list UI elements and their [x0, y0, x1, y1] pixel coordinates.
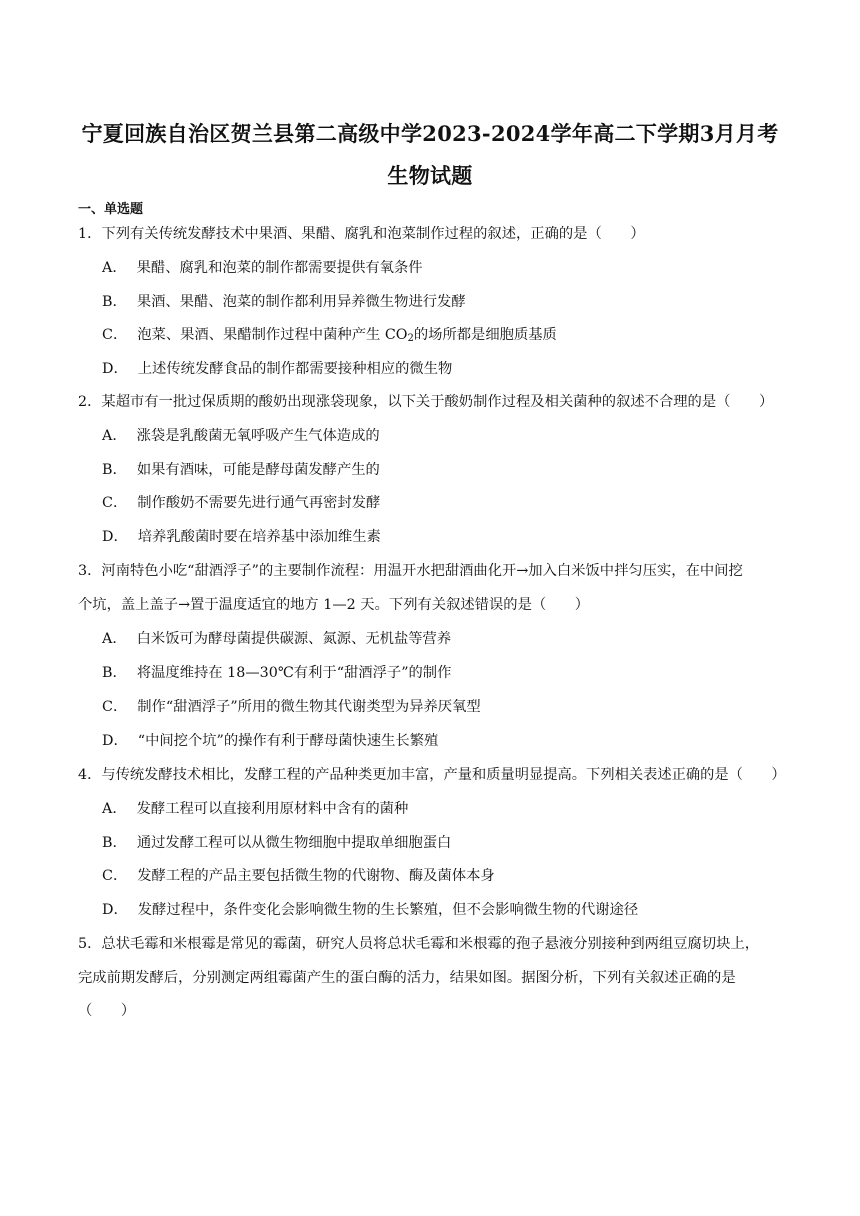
option-label: B．	[102, 665, 127, 681]
question-2-option-d	[102, 528, 381, 546]
option-text: 通过发酵工程可以从微生物细胞中提取单细胞蛋白	[136, 835, 452, 851]
option-label: C．	[102, 495, 128, 511]
option-label: B．	[102, 462, 127, 478]
question-1-option-b	[102, 293, 466, 311]
question-4-option-b	[102, 834, 451, 852]
question-3-stem-line-1: 3．河南特色小吃“甜酒浮子”的主要制作流程：用温开水把甜酒曲化开→加入白米饭中拌匀压实，在中间挖	[78, 563, 743, 579]
option-text: 培养乳酸菌时要在培养基中添加维生素	[137, 529, 381, 545]
option-text: “中间挖个坑”的操作有利于酵母菌快速生长繁殖	[137, 733, 439, 749]
option-label: D．	[102, 361, 128, 377]
question-2-option-a	[102, 427, 380, 445]
question-5-stem-line-3: （ ）	[78, 1003, 136, 1019]
option-text: 涨袋是乳酸菌无氧呼吸产生气体造成的	[136, 428, 380, 444]
option-label: C．	[102, 868, 128, 884]
option-label: D．	[102, 733, 128, 749]
option-text: 制作酸奶不需要先进行通气再密封发酵	[137, 495, 381, 511]
option-text: 发酵过程中，条件变化会影响微生物的生长繁殖，但不会影响微生物的代谢途径	[137, 902, 639, 918]
question-4-option-d	[102, 901, 638, 919]
subscript: 2	[407, 333, 414, 344]
question-2-stem: 2．某超市有一批过保质期的酸奶出现涨袋现象，以下关于酸奶制作过程及相关菌种的叙述不合理的是（ ）	[78, 394, 774, 410]
question-4-option-c	[102, 867, 495, 885]
question-1-option-a	[102, 259, 423, 277]
option-text: 发酵工程可以直接利用原材料中含有的菌种	[136, 801, 409, 817]
option-text: 果醋、腐乳和泡菜的制作都需要提供有氧条件	[136, 260, 423, 276]
question-5-stem-line-1: 5．总状毛霉和米根霉是常见的霉菌，研究人员将总状毛霉和米根霉的孢子悬液分别接种到两组豆腐切块上，	[78, 936, 760, 952]
option-label: B．	[102, 835, 127, 851]
option-label: A．	[102, 631, 127, 647]
question-3-option-b	[102, 664, 451, 682]
option-label: C．	[102, 699, 128, 715]
option-label: B．	[102, 294, 127, 310]
option-text: 上述传统发酵食品的制作都需要接种相应的微生物	[137, 361, 453, 377]
option-label: C．	[102, 327, 128, 343]
question-3-option-c	[102, 698, 481, 716]
option-text: 制作“甜酒浮子”所用的微生物其代谢类型为异养厌氧型	[137, 699, 481, 715]
question-3-option-a	[102, 630, 451, 648]
option-label: D．	[102, 529, 128, 545]
exam-subtitle: 生物试题	[387, 163, 473, 188]
option-label: D．	[102, 902, 128, 918]
option-label: A．	[102, 801, 127, 817]
question-3-option-d	[102, 732, 438, 750]
option-text: 如果有酒味，可能是酵母菌发酵产生的	[136, 462, 380, 478]
question-4-option-a	[102, 800, 408, 818]
option-text-before: 泡菜、果酒、果醋制作过程中菌种产生 CO	[137, 327, 408, 343]
exam-title: 宁夏回族自治区贺兰县第二高级中学2023-2024学年高二下学期3月月考	[81, 121, 779, 146]
question-5-stem-line-2: 完成前期发酵后，分别测定两组霉菌产生的蛋白酶的活力，结果如图。据图分析，下列有关叙述正确的是	[78, 970, 736, 986]
question-2-option-b	[102, 461, 380, 479]
option-label: A．	[102, 260, 127, 276]
question-3-stem-line-2: 个坑，盖上盖子→置于温度适宜的地方 1—2 天。下列有关叙述错误的是（ ）	[78, 597, 590, 613]
question-2-option-c	[102, 494, 380, 512]
question-4-stem: 4．与传统发酵技术相比，发酵工程的产品种类更加丰富，产量和质量明显提高。下列相关表述正确的是（ ）	[78, 767, 786, 783]
option-text: 果酒、果醋、泡菜的制作都利用异养微生物进行发酵	[136, 294, 466, 310]
option-text: 白米饭可为酵母菌提供碳源、氮源、无机盐等营养	[136, 631, 452, 647]
option-label: A．	[102, 428, 127, 444]
question-1-option-c	[102, 326, 557, 344]
option-text: 发酵工程的产品主要包括微生物的代谢物、酶及菌体本身	[137, 868, 495, 884]
option-text: 将温度维持在 18—30℃有利于“甜酒浮子”的制作	[136, 665, 452, 681]
section-heading: 一、单选题	[78, 202, 144, 217]
option-text-after: 的场所都是细胞质基质	[413, 327, 557, 343]
question-1-stem: 1．下列有关传统发酵技术中果酒、果醋、腐乳和泡菜制作过程的叙述，正确的是（ ）	[78, 226, 645, 242]
question-1-option-d	[102, 360, 452, 378]
